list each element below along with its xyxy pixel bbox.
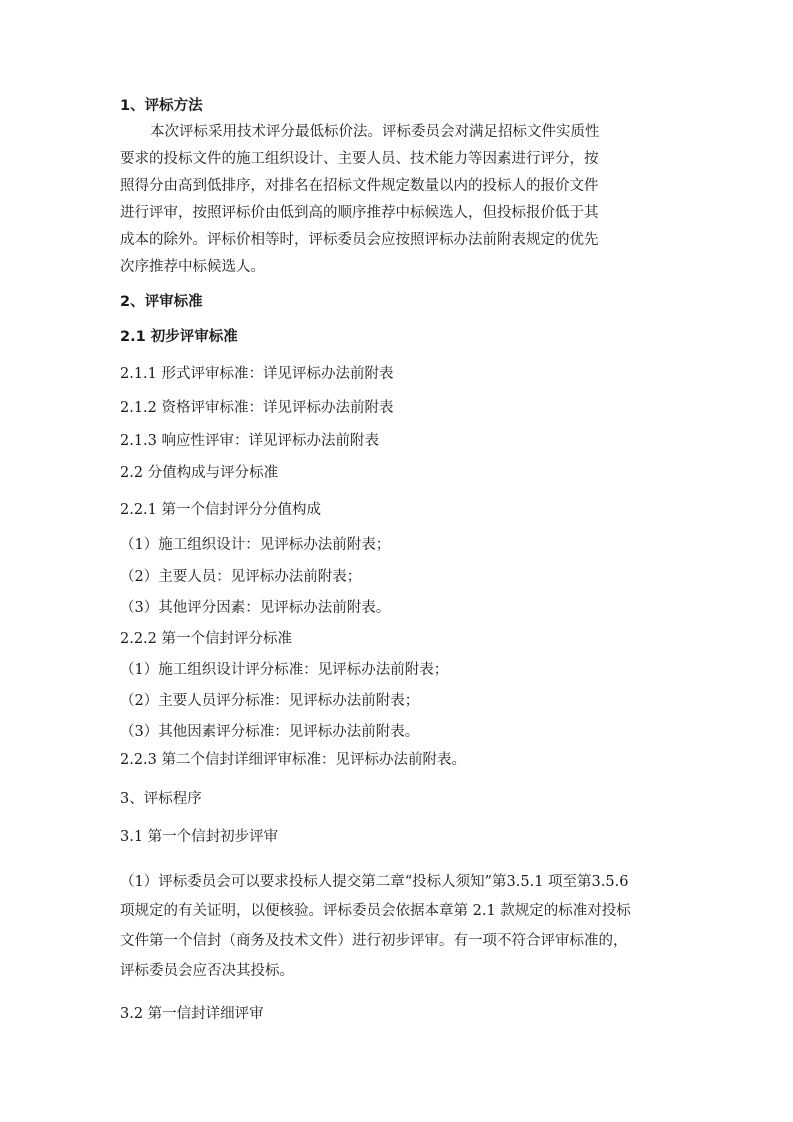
section-2-1-heading: 2.1 初步评审标准 <box>120 329 238 345</box>
section-2-1-1: 2.1.1 形式评审标准：详见评标办法前附表 <box>120 366 394 382</box>
section-3-heading: 3、评标程序 <box>120 791 202 807</box>
section-2-2-2: 2.2.2 第一个信封评分标准 <box>120 631 293 647</box>
paragraph-line: 进行评审，按照评标价由低到高的顺序推荐中标候选人，但投标报价低于其 <box>120 205 599 221</box>
list-item: （3）其他因素评分标准：见评标办法前附表。 <box>120 724 420 740</box>
paragraph-line: 评标委员会应否决其投标。 <box>120 963 294 979</box>
section-2-1-3: 2.1.3 响应性评审：详见评标办法前附表 <box>120 433 380 449</box>
paragraph-line: 文件第一个信封（商务及技术文件）进行初步评审。有一项不符合评审标准的， <box>120 933 628 949</box>
section-1-heading: 1、评标方法 <box>120 98 203 114</box>
list-item: （2）主要人员评分标准：见评标办法前附表； <box>120 693 420 709</box>
paragraph-line: 项规定的有关证明，以便核验。评标委员会依据本章第 2.1 款规定的标准对投标 <box>120 903 631 919</box>
section-2-1-2: 2.1.2 资格评审标准：详见评标办法前附表 <box>120 400 394 416</box>
paragraph-line: 要求的投标文件的施工组织设计、主要人员、技术能力等因素进行评分，按 <box>120 151 599 167</box>
list-item: （3）其他评分因素：见评标办法前附表。 <box>120 600 391 616</box>
section-3-2: 3.2 第一信封详细评审 <box>120 1006 264 1022</box>
section-2-2-1: 2.2.1 第一个信封评分分值构成 <box>120 502 322 518</box>
section-2-2: 2.2 分值构成与评分标准 <box>120 465 279 481</box>
section-2-2-3: 2.2.3 第二个信封详细评审标准：见评标办法前附表。 <box>120 752 467 768</box>
list-item: （1）施工组织设计：见评标办法前附表； <box>120 537 391 553</box>
section-2-heading: 2、评审标准 <box>120 294 203 310</box>
paragraph-line: 次序推荐中标候选人。 <box>120 259 265 275</box>
section-3-1: 3.1 第一个信封初步评审 <box>120 829 279 845</box>
paragraph-line: 成本的除外。评标价相等时，评标委员会应按照评标办法前附表规定的优先 <box>120 232 599 248</box>
paragraph-line: 照得分由高到低排序，对排名在招标文件规定数量以内的投标人的报价文件 <box>120 178 599 194</box>
list-item: （1）施工组织设计评分标准：见评标办法前附表； <box>120 662 449 678</box>
paragraph-line: （1）评标委员会可以要求投标人提交第二章“投标人须知”第3.5.1 项至第3.5.6 <box>120 874 629 890</box>
list-item: （2）主要人员：见评标办法前附表； <box>120 569 362 585</box>
paragraph-line: 本次评标采用技术评分最低标价法。评标委员会对满足招标文件实质性 <box>150 124 600 140</box>
